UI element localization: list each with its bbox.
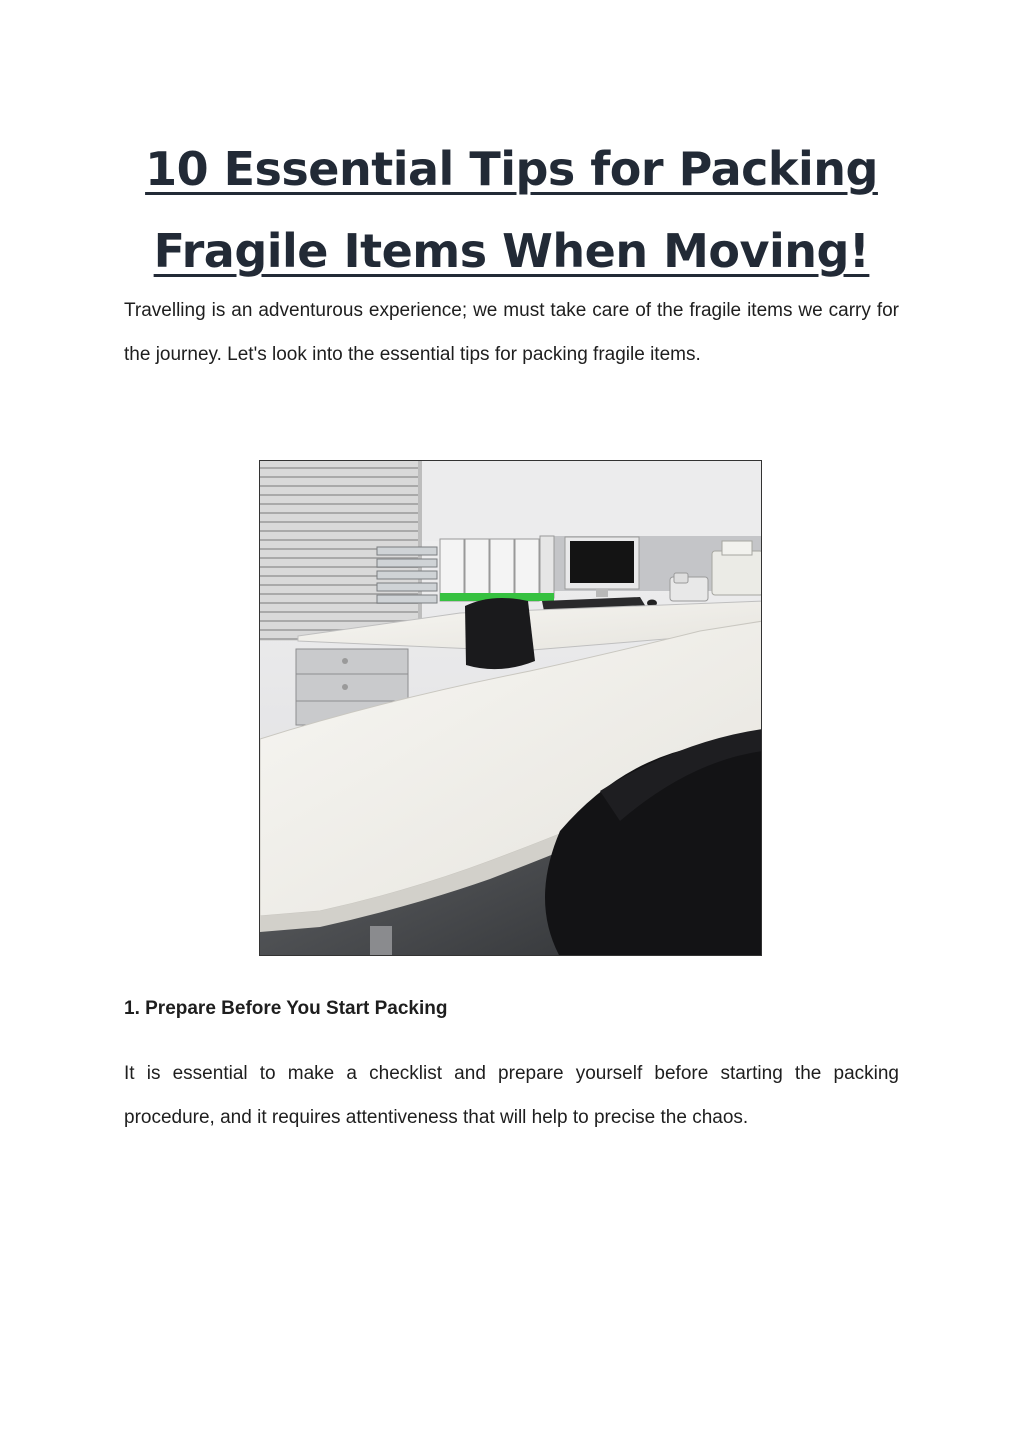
page-title — [100, 128, 923, 292]
office-desk-photo — [259, 460, 762, 956]
title-line-2: Fragile Items When Moving! — [153, 224, 870, 278]
title-line-1: 10 Essential Tips for Packing — [145, 142, 878, 196]
section-paragraph: It is essential to make a checklist and prepare yourself before starting the packing procedure, and it requires attentiveness that will help to precise the chaos. — [124, 1063, 899, 1128]
intro-paragraph: Travelling is an adventurous experience; we must take care of the fragile items we carry for the journey. Let's look into the essential tips for packing fragile items. — [124, 300, 899, 365]
section-heading: 1. Prepare Before You Start Packing — [124, 998, 448, 1019]
